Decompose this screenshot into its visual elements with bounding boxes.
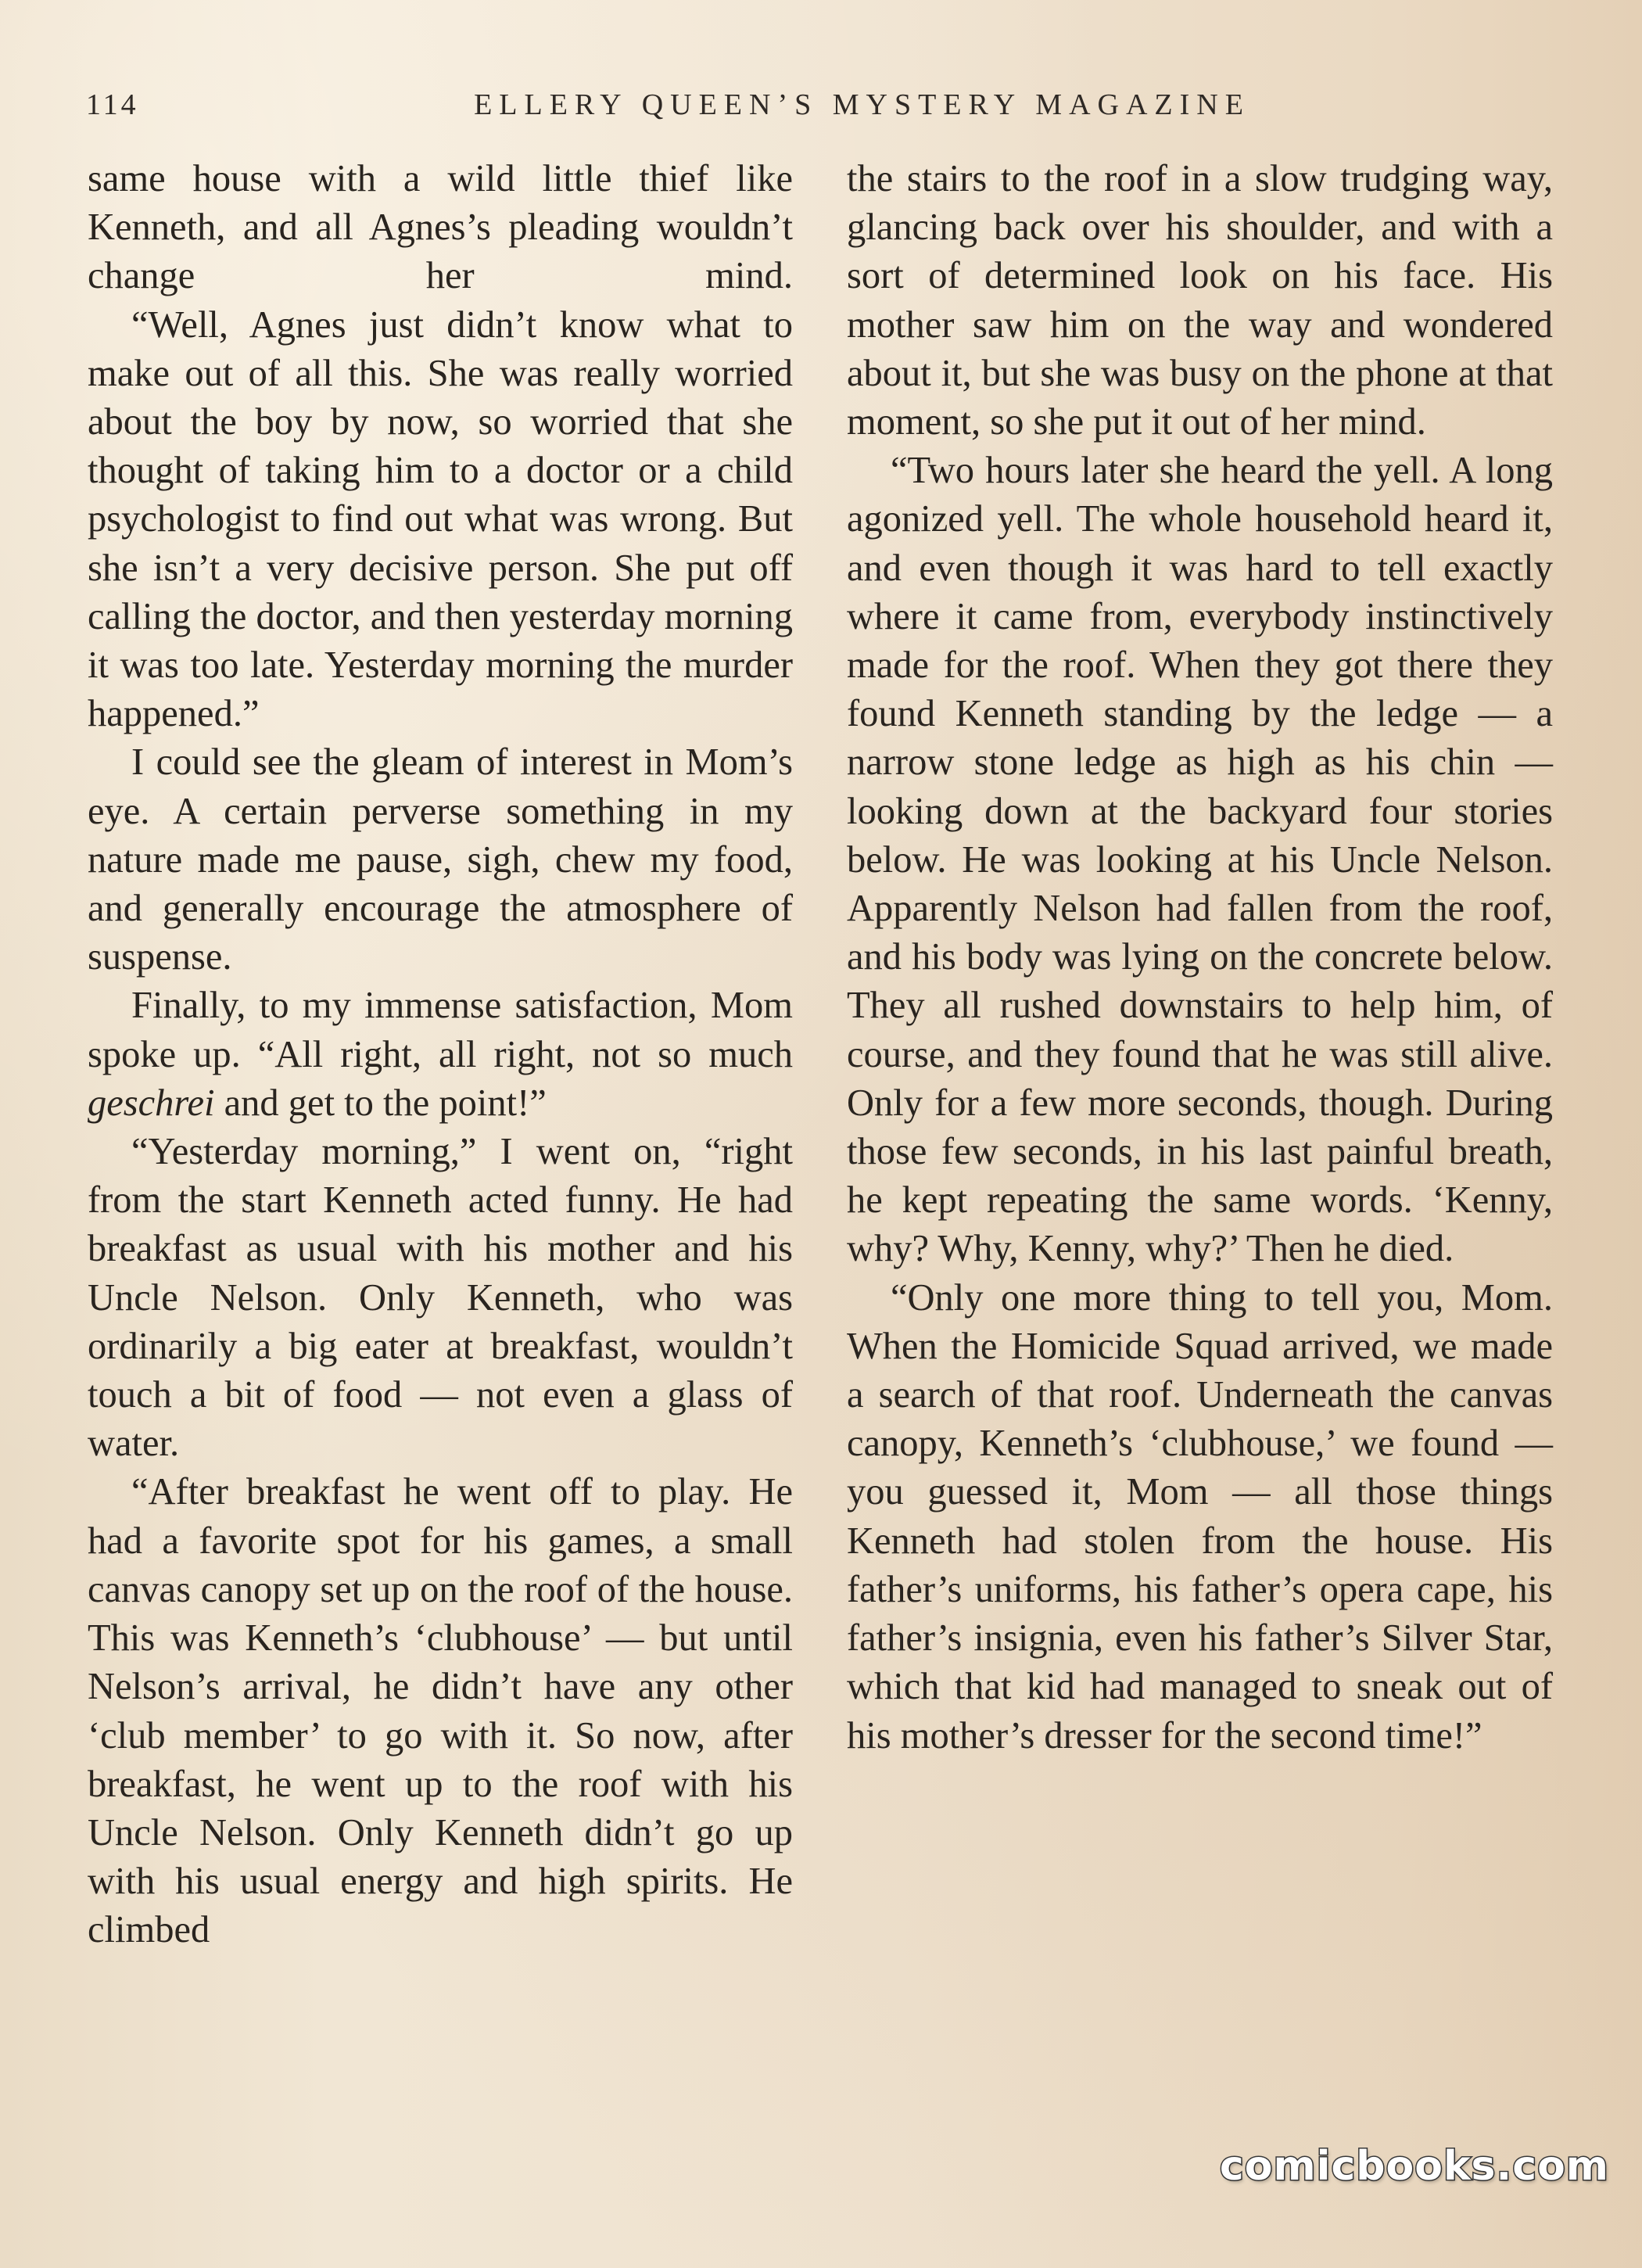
paragraph: “Only one more thing to tell you, Mom. When the Homicide Squad arrived, we made a search of that roof. Underneath the canvas canopy, Kenneth’s ‘clubhouse,’ we found — you guessed it, Mom — all those things Kenneth had stolen from the house. His father’s uniforms, his father’s opera cape, his father’s insignia, even his father’s Silver Star, which that kid had managed to sneak out of his mother’s dresser for the second time!” (847, 1276, 1553, 1757)
paragraph: “Yesterday morning,” I went on, “right from the start Kenneth acted funny. He had breakfast as usual with his mother and his Uncle Nelson. Only Kenneth, who was ordinarily a big eater at breakfast, wouldn’t touch a bit of food — not even a glass of water. (88, 1131, 793, 1465)
paragraph-text: Finally, to my immense satisfaction, Mom spoke up. “All right, all right, not so much (88, 985, 793, 1075)
paragraph (88, 981, 793, 1128)
magazine-title: ELLERY QUEEN’S MYSTERY MAGAZINE (474, 88, 1250, 121)
page-number: 114 (86, 88, 139, 121)
paragraph: same house with a wild little thief like Kenneth, and all Agnes’s pleading wouldn’t change her mind. (88, 158, 793, 297)
paragraph: “Two hours later she heard the yell. A long agonized yell. The whole household heard it, and even though it was hard to tell exactly where it came from, everybody instinctively made for the roof. When they got there they found Kenneth standing by the ledge — a narrow stone ledge as high as his chin — looking down at the backyard four stories below. He was looking at his Uncle Nelson. Apparently Nelson had fallen from the roof, and his body was lying on the concrete below. They all rushed downstairs to help him, of course, and they found that he was still alive. Only for a few more seconds, though. During those few seconds, in his last painful breath, he kept repeating the same words. ‘Kenny, why? Why, Kenny, why?’ Then he died. (847, 450, 1553, 1270)
paragraph: “After breakfast he went off to play. He had a favorite spot for his games, a small canvas canopy set up on the roof of the house. This was Kenneth’s ‘clubhouse’ — but until Nelson’s arrival, he didn’t have any other ‘club member’ to go with it. So now, after breakfast, he went up to the roof with his Uncle Nelson. Only Kenneth didn’t go up with his usual energy and high spirits. He climbed (88, 1471, 793, 1951)
italic-word: geschrei (88, 1082, 215, 1124)
site-watermark: comicbooks.com (1219, 2143, 1609, 2190)
left-column (88, 155, 793, 1955)
paragraph-text: and get to the point!” (214, 1082, 547, 1124)
paragraph: “Well, Agnes just didn’t know what to make out of all this. She was really worried about the boy by now, so worried that she thought of taking him to a doctor or a child psychologist to find out what was wrong. But she isn’t a very decisive person. She put off calling the doctor, and then yesterday morning it was too late. Yesterday morning the murder happened.” (88, 303, 793, 735)
running-head (86, 88, 1560, 135)
paragraph: I could see the gleam of interest in Mom’s eye. A certain perverse something in my nature made me pause, sigh, chew my food, and generally encourage the atmosphere of suspense. (88, 741, 793, 978)
paragraph: the stairs to the roof in a slow trudging way, glancing back over his shoulder, and with a sort of determined look on his face. His mother saw him on the way and wondered about it, but she was busy on the phone at that moment, so she put it out of her mind. (847, 158, 1553, 443)
right-column (847, 155, 1553, 1760)
